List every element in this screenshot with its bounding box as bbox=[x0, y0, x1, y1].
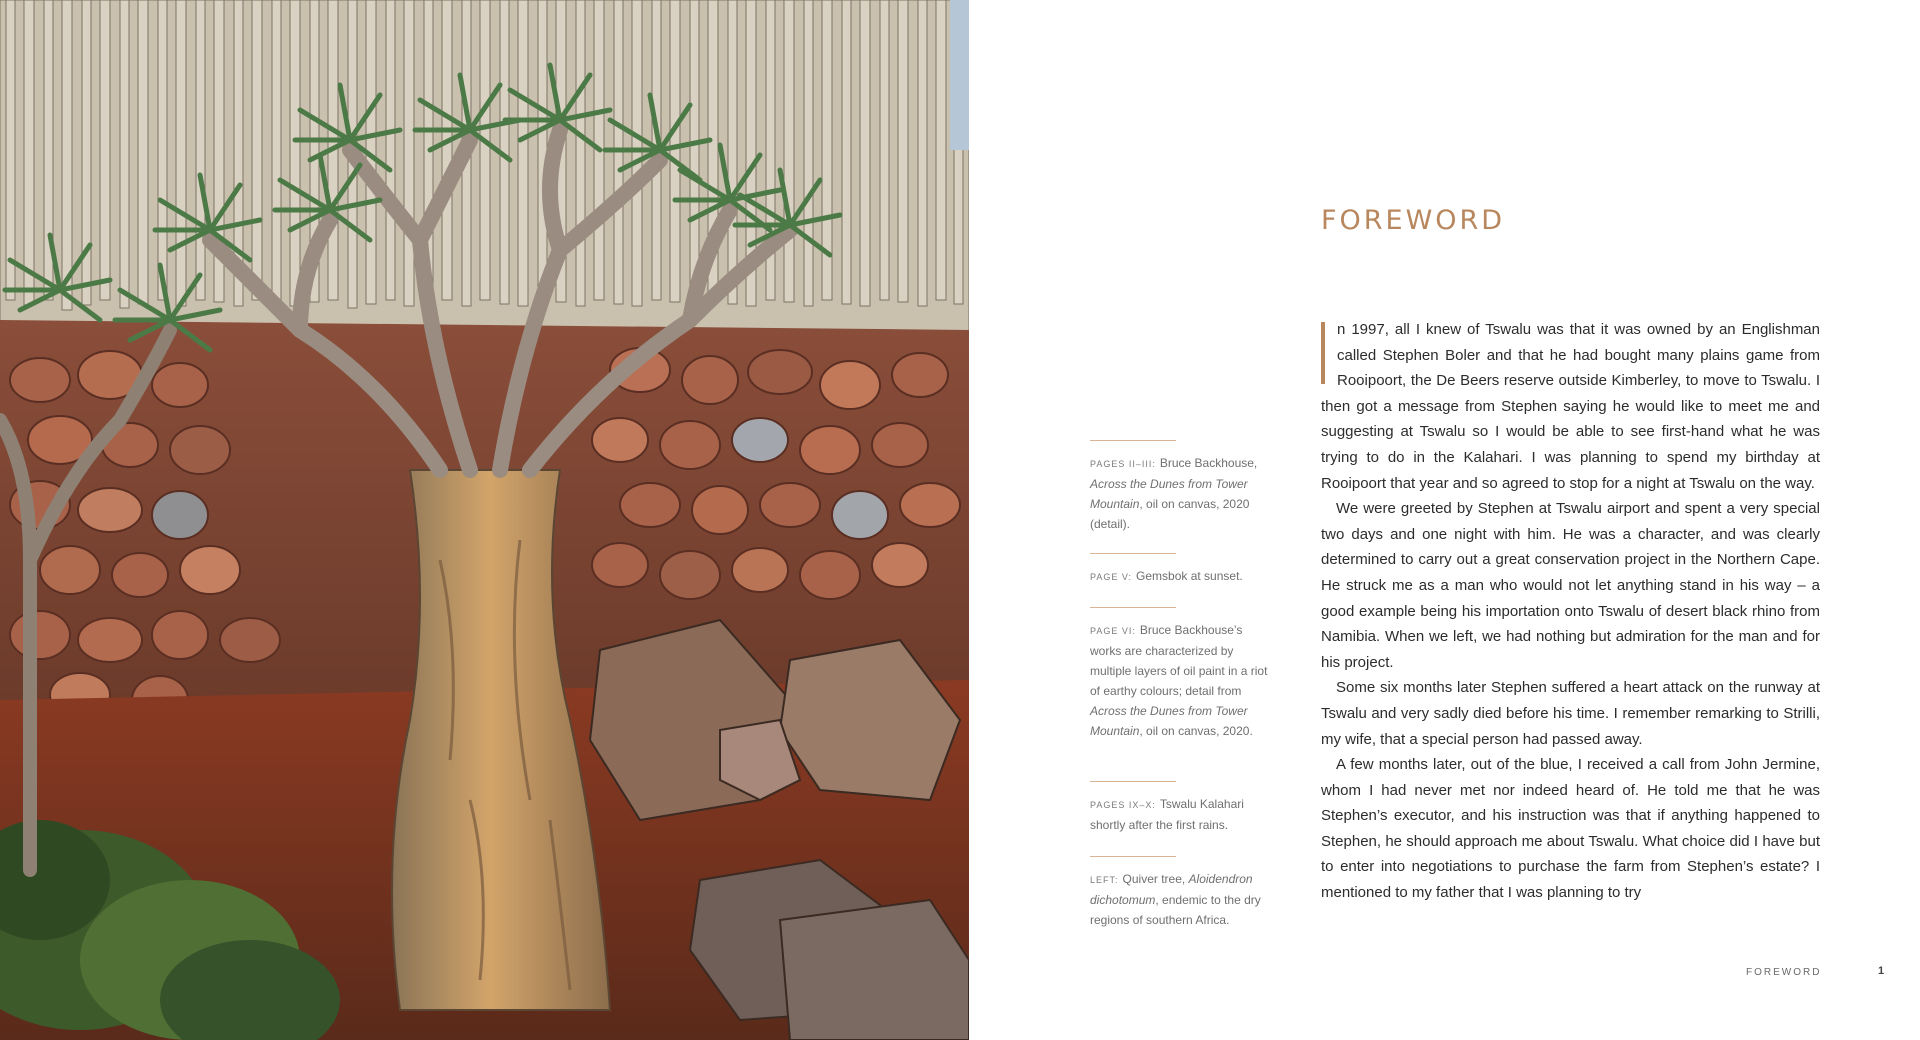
caption-divider bbox=[1090, 553, 1176, 554]
caption-text: Gemsbok at sunset. bbox=[1136, 569, 1243, 583]
caption-left bbox=[1090, 856, 1270, 930]
caption-page-v bbox=[1090, 553, 1243, 587]
caption-artwork-title: Across the Dunes from Tower Mountain bbox=[1090, 704, 1248, 738]
caption-text: , oil on canvas, 2020 (detail). bbox=[1090, 497, 1250, 531]
body-paragraph: Some six months later Stephen suffered a heart attack on the runway at Tswalu and very sadly died before his time. I remember remarking to Strilli, my wife, that a special person had passed away. bbox=[1321, 679, 1820, 748]
caption-label: PAGES II–III: bbox=[1090, 459, 1156, 469]
caption-text: Tswalu Kalahari shortly after the first rains. bbox=[1090, 797, 1244, 832]
caption-text: Bruce Backhouse’s works are characterized by multiple layers of oil paint in a riot of earthy colours; detail from bbox=[1090, 623, 1268, 698]
caption-label: PAGES IX–X: bbox=[1090, 800, 1156, 810]
drop-cap-i bbox=[1321, 322, 1325, 384]
caption-divider bbox=[1090, 607, 1176, 608]
caption-label: PAGE V: bbox=[1090, 572, 1133, 582]
foreword-body bbox=[1321, 317, 1820, 906]
caption-label: LEFT: bbox=[1090, 875, 1119, 885]
caption-artwork-title: Across the Dunes from Tower Mountain bbox=[1090, 477, 1248, 511]
caption-page-vi bbox=[1090, 607, 1270, 741]
caption-divider bbox=[1090, 781, 1176, 782]
caption-divider bbox=[1090, 856, 1176, 857]
body-paragraph: A few months later, out of the blue, I received a call from John Jermine, whom I had never met nor indeed heard of. He told me that he was Stephen’s executor, and his instruction was that if anything happened to Stephen, he should approach me about Tswalu. What choice did I have but to enter into negotiations to purchase the farm from Stephen’s estate? I mentioned to my father that I was planning to try bbox=[1321, 756, 1820, 902]
body-paragraph: We were greeted by Stephen at Tswalu airport and spent a very special two days and one night with him. He was a character, and was clearly determined to carry out a great conservation project in the Northern Cape. He struck me as a man who would not let anything stand in his way – a good example being his importation onto Tswalu of desert black rhino from Namibia. When we left, we had nothing but admiration for the man and for his project. bbox=[1321, 500, 1820, 671]
caption-label: PAGE VI: bbox=[1090, 626, 1136, 636]
caption-text: , oil on canvas, 2020. bbox=[1139, 724, 1253, 738]
caption-text: , endemic to the dry regions of southern Africa. bbox=[1090, 893, 1261, 927]
paragraph-text: n 1997, all I knew of Tswalu was that it was owned by an Englishman called Stephen Boler and that he had bought many plains game from Rooipoort, the De Beers reserve outside Kimberley, to move to Tswalu. I then got a message from Stephen saying he would like to meet me and suggesting at Tswalu so I would be able to see first-hand what he was trying to do in the Kalahari. I was planning to spend my birthday at Rooipoort that year and so agreed to stop for a night at Tswalu on the way. bbox=[1321, 321, 1820, 492]
caption-pages-ix-x bbox=[1090, 781, 1270, 835]
caption-text: Quiver tree, bbox=[1122, 872, 1189, 886]
page-number: 1 bbox=[1878, 965, 1885, 977]
pole-fence bbox=[0, 0, 969, 340]
page-title: FOREWORD bbox=[1321, 205, 1506, 236]
caption-divider bbox=[1090, 440, 1176, 441]
caption-text: Bruce Backhouse, bbox=[1159, 456, 1258, 470]
caption-species-name: Aloidendron dichotomum bbox=[1090, 872, 1253, 907]
foreword-page bbox=[969, 0, 1920, 1040]
body-paragraph bbox=[1321, 317, 1820, 496]
caption-pages-ii-iii bbox=[1090, 440, 1270, 534]
running-footer: FOREWORD bbox=[1746, 967, 1822, 978]
